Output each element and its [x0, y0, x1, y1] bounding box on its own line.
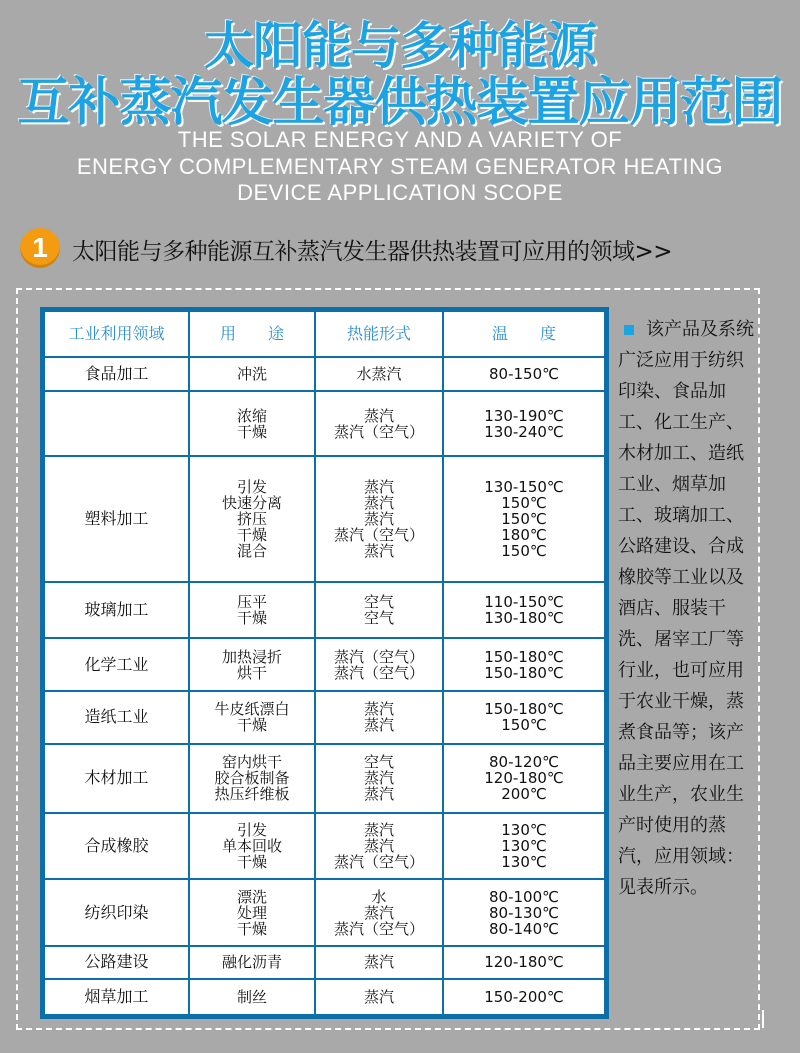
- table-row: [45, 639, 604, 690]
- english-title-line1: THE SOLAR ENERGY AND A VARIETY OF: [177, 127, 623, 152]
- cell-temperature-line: 130℃: [501, 852, 547, 871]
- cell-use-line: 干燥: [236, 422, 267, 441]
- table-row: [45, 692, 604, 743]
- table-row: [45, 880, 604, 945]
- table-row: [45, 814, 604, 879]
- cell-temperature-line: 130℃: [501, 820, 547, 839]
- cell-temperature-line: 180℃: [501, 525, 547, 544]
- cell-heat-form: [316, 947, 442, 977]
- cell-heat-form-line: 蒸汽: [363, 477, 394, 496]
- cell-field: 塑料加工: [45, 457, 188, 581]
- cell-field: 玻璃加工: [45, 583, 188, 638]
- cell-use-line: 压平: [236, 593, 267, 612]
- cell-use-line: 引发: [236, 477, 267, 496]
- cell-field: 合成橡胶: [45, 814, 188, 879]
- cell-heat-form-line: 水蒸汽: [356, 365, 402, 384]
- cell-temperature-line: 150-180℃: [484, 647, 564, 666]
- cell-use: [190, 880, 314, 945]
- cell-heat-form: [316, 692, 442, 743]
- cell-heat-form-line: 蒸汽: [363, 903, 394, 922]
- cell-temperature-line: 150℃: [501, 493, 547, 512]
- cell-heat-form-line: 蒸汽: [363, 836, 394, 855]
- cell-use-line: 窑内烘干: [221, 753, 282, 772]
- cell-use: [190, 392, 314, 455]
- cell-temperature: [444, 457, 604, 581]
- table-row: [45, 358, 604, 390]
- cell-heat-form-line: 蒸汽: [363, 700, 394, 719]
- table-row: [45, 457, 604, 581]
- cell-temperature-line: 150-180℃: [484, 663, 564, 682]
- cell-temperature-line: 80-100℃: [489, 887, 559, 906]
- bullet-square-icon: [624, 325, 634, 335]
- section-number-badge: 1: [20, 228, 60, 268]
- cell-use: [190, 814, 314, 879]
- cell-field: 烟草加工: [45, 980, 188, 1015]
- cell-use-line: 干燥: [236, 609, 267, 628]
- cell-heat-form: [316, 745, 442, 812]
- cell-field: 食品加工: [45, 358, 188, 390]
- cell-use-line: 制丝: [236, 987, 267, 1006]
- cell-temperature: [444, 814, 604, 879]
- cell-field: 木材加工: [45, 745, 188, 812]
- cell-temperature-line: 150℃: [501, 541, 547, 560]
- table-row: [45, 745, 604, 812]
- cell-heat-form-line: 蒸汽: [363, 406, 394, 425]
- cell-temperature-line: 120-180℃: [484, 769, 564, 788]
- section-heading: 太阳能与多种能源互补蒸汽发生器供热装置可应用的领域>>: [72, 239, 673, 265]
- cell-use-line: 烘干: [236, 663, 267, 682]
- table-header-row: [45, 312, 604, 356]
- cell-temperature-line: 130-190℃: [484, 406, 564, 425]
- english-title-line3: DEVICE APPLICATION SCOPE: [237, 180, 563, 205]
- cell-temperature: [444, 947, 604, 977]
- cell-heat-form: [316, 457, 442, 581]
- cell-field: 公路建设: [45, 947, 188, 977]
- cell-temperature-line: 200℃: [501, 785, 547, 804]
- cell-temperature-line: 120-180℃: [484, 953, 564, 972]
- cell-use-line: 单本回收: [221, 836, 282, 855]
- cell-use: [190, 358, 314, 390]
- cell-use-line: 胶合板制备: [214, 769, 290, 788]
- cell-heat-form-line: 蒸汽: [363, 769, 394, 788]
- cell-heat-form: [316, 392, 442, 455]
- cell-temperature: [444, 392, 604, 455]
- cell-temperature-line: 150℃: [501, 509, 547, 528]
- english-title-line2: ENERGY COMPLEMENTARY STEAM GENERATOR HEATING: [76, 154, 724, 179]
- cell-use-line: 干燥: [236, 525, 267, 544]
- cell-temperature-line: 130-150℃: [484, 477, 564, 496]
- cell-temperature: [444, 639, 604, 690]
- cell-use-line: 热压纤维板: [214, 785, 290, 804]
- cell-use-line: 牛皮纸漂白: [214, 700, 290, 719]
- cell-heat-form-line: 蒸汽（空气）: [333, 852, 424, 871]
- application-table-container: [40, 307, 609, 1019]
- cell-use: [190, 583, 314, 638]
- cell-temperature-line: 80-140℃: [489, 919, 559, 938]
- cell-heat-form-line: 蒸汽（空气）: [333, 647, 424, 666]
- cell-temperature: [444, 583, 604, 638]
- cell-heat-form-line: 蒸汽: [363, 493, 394, 512]
- cell-use-line: 干燥: [236, 919, 267, 938]
- frame-tick-mark: [762, 1010, 764, 1028]
- cell-heat-form-line: 空气: [363, 609, 394, 628]
- cell-use-line: 干燥: [236, 716, 267, 735]
- cell-temperature-line: 150-180℃: [484, 700, 564, 719]
- cell-temperature-line: 110-150℃: [484, 593, 564, 612]
- cell-heat-form: [316, 358, 442, 390]
- side-description: [618, 314, 756, 903]
- cell-use-line: 融化沥青: [221, 953, 282, 972]
- cell-temperature-line: 80-150℃: [489, 365, 559, 384]
- cell-use: [190, 639, 314, 690]
- cell-use-line: 干燥: [236, 852, 267, 871]
- table-row: [45, 980, 604, 1015]
- cell-use-line: 挤压: [236, 509, 267, 528]
- cell-field: 化学工业: [45, 639, 188, 690]
- cell-use-line: 混合: [236, 541, 267, 560]
- cell-heat-form-line: 蒸汽: [363, 716, 394, 735]
- cell-field: [45, 392, 188, 455]
- cell-temperature: [444, 980, 604, 1015]
- cell-use-line: 快速分离: [221, 493, 282, 512]
- cell-heat-form-line: 蒸汽: [363, 509, 394, 528]
- header-use: 用 途: [190, 312, 314, 356]
- cell-heat-form: [316, 639, 442, 690]
- cell-heat-form: [316, 880, 442, 945]
- cell-heat-form-line: 蒸汽: [363, 785, 394, 804]
- cell-temperature-line: 130-180℃: [484, 609, 564, 628]
- cell-heat-form-line: 蒸汽: [363, 541, 394, 560]
- cell-heat-form-line: 蒸汽（空气）: [333, 422, 424, 441]
- page-title-line2: 互补蒸汽发生器供热装置应用范围: [17, 73, 783, 133]
- cell-use-line: 漂洗: [236, 887, 267, 906]
- table-row: [45, 947, 604, 977]
- cell-heat-form: [316, 583, 442, 638]
- cell-temperature: [444, 358, 604, 390]
- cell-heat-form-line: 蒸汽: [363, 987, 394, 1006]
- header-field: 工业利用领域: [45, 312, 188, 356]
- cell-temperature-line: 80-130℃: [489, 903, 559, 922]
- cell-use-line: 加热浸折: [221, 647, 282, 666]
- cell-use-line: 冲洗: [236, 365, 267, 384]
- cell-heat-form-line: 蒸汽: [363, 953, 394, 972]
- cell-temperature: [444, 880, 604, 945]
- cell-field: 造纸工业: [45, 692, 188, 743]
- cell-temperature-line: 80-120℃: [489, 753, 559, 772]
- cell-temperature: [444, 745, 604, 812]
- cell-heat-form-line: 蒸汽（空气）: [333, 919, 424, 938]
- cell-use-line: 处理: [236, 903, 267, 922]
- table-row: [45, 392, 604, 455]
- cell-heat-form: [316, 980, 442, 1015]
- cell-heat-form-line: 蒸汽（空气）: [333, 525, 424, 544]
- cell-heat-form-line: 空气: [363, 593, 394, 612]
- cell-use: [190, 745, 314, 812]
- application-table: [43, 310, 606, 1016]
- cell-temperature-line: 150℃: [501, 716, 547, 735]
- cell-use: [190, 692, 314, 743]
- page-title-line1: 太阳能与多种能源: [204, 17, 596, 75]
- cell-heat-form-line: 蒸汽（空气）: [333, 663, 424, 682]
- cell-temperature: [444, 692, 604, 743]
- cell-heat-form-line: 蒸汽: [363, 820, 394, 839]
- cell-temperature-line: 150-200℃: [484, 987, 564, 1006]
- cell-temperature-line: 130-240℃: [484, 422, 564, 441]
- side-description-text: 该产品及系统广泛应用于纺织印染、食品加工、化工生产、木材加工、造纸工业、烟草加工、玻璃加工、公路建设、合成橡胶等工业以及酒店、服装干洗、屠宰工厂等行业，也可应用于农业干燥，蒸煮食品等；该产品主要应用在工业生产，农业生产时使用的蒸汽，应用领域：见表所示。: [618, 319, 754, 898]
- cell-use: [190, 947, 314, 977]
- cell-heat-form-line: 空气: [363, 753, 394, 772]
- cell-use: [190, 457, 314, 581]
- cell-temperature-line: 130℃: [501, 836, 547, 855]
- cell-field: 纺织印染: [45, 880, 188, 945]
- table-row: [45, 583, 604, 638]
- header-heat-form: 热能形式: [316, 312, 442, 356]
- cell-use: [190, 980, 314, 1015]
- cell-use-line: 浓缩: [236, 406, 267, 425]
- cell-use-line: 引发: [236, 820, 267, 839]
- cell-heat-form-line: 水: [371, 887, 387, 906]
- header-temperature: 温 度: [444, 312, 604, 356]
- cell-heat-form: [316, 814, 442, 879]
